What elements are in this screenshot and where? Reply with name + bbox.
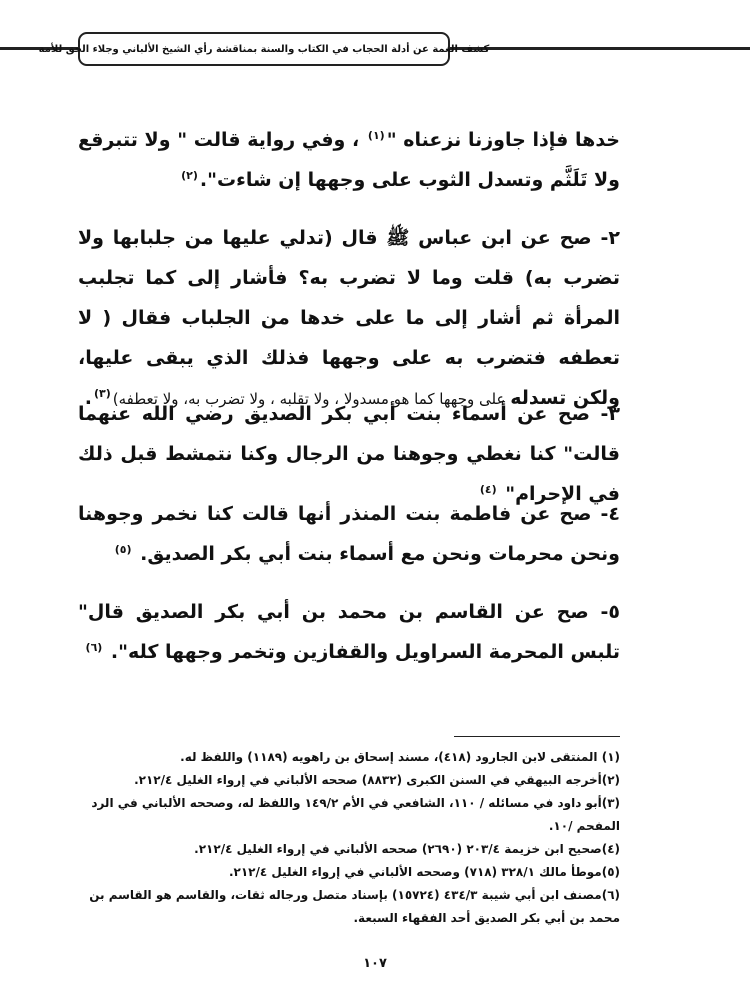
running-header <box>38 32 490 66</box>
paragraph-ibn-abbas <box>78 218 620 419</box>
header-rule-right <box>450 47 750 50</box>
footnote-ref: (٤) <box>479 482 497 496</box>
paragraph-text: ، وفي رواية قالت " ولا تتبرقع ولا تَلَثَّم وتسدل الثوب على وجهها إن شاءت". <box>78 129 620 191</box>
page-number: ١٠٧ <box>363 956 387 971</box>
paragraph-text: ٤- صح عن فاطمة بنت المنذر أنها قالت كنا نخمر وجوهنا ونحن محرمات ونحن مع أسماء بنت أبي بكر الصديق. <box>78 503 620 565</box>
footnote-ref: (٦) <box>85 640 103 654</box>
footnote-2: (٢)أخرجه البيهقي في السنن الكبرى (٨٨٣٢) صححه الألباني في إرواء الغليل ٢١٢/٤. <box>134 773 620 787</box>
paragraph-text: . <box>84 387 92 409</box>
footnote-ref: (٢) <box>181 168 198 182</box>
footnote-separator <box>454 736 620 737</box>
paragraph-fatima <box>78 494 620 574</box>
footnote-5: (٥)موطأ مالك ٣٢٨/١ (٧١٨) وصححه الألباني في إرواء الغليل ٢١٢/٤. <box>228 865 620 879</box>
paragraph-qasim <box>78 592 620 672</box>
footnote-6: (٦)مصنف ابن أبي شيبة ٤٣٤/٣ (١٥٧٢٤) بإسناد متصل ورجاله ثقات، والقاسم هو القاسم بن محمد بن أبي بكر الصديق أحد الفقهاء السبعة. <box>89 888 620 925</box>
footnote-3: (٣)أبو داود في مسائله / ١١٠، الشافعي في الأم ١٤٩/٢ واللفظ له، وصححه الألباني في الرد المفحم /١٠. <box>91 796 620 833</box>
footnote-ref: (٥) <box>114 542 132 556</box>
running-header-title: كشف الغمة عن أدلة الحجاب في الكتاب والسنة بمناقشة رأي الشيخ الألباني وجلاء الحق للأمة <box>38 43 490 55</box>
footnote-1: (١) المنتقى لابن الجارود (٤١٨)، مسند إسحاق بن راهويه (١١٨٩) واللفظ له. <box>180 750 620 764</box>
footnote-4: (٤)صحيح ابن خزيمة ٢٠٣/٤ (٢٦٩٠) صححه الألباني في إرواء الغليل ٢١٢/٤. <box>194 842 620 856</box>
paragraph-text: خدها فإذا جاوزنا نزعناه " <box>386 129 620 151</box>
footnotes <box>78 746 620 930</box>
paragraph-continuation <box>78 120 620 200</box>
paragraph-text-small: على وجهها كما هو مسدولا ، ولا تقلبه ، ولا تضرب به، ولا تعطفه) <box>112 390 511 408</box>
paragraph-text: ٣- صح عن أسماء بنت أبي بكر الصديق رضي الله عنهما قالت" كنا نغطي وجوهنا من الرجال وكنا نتمشط قبل ذلك في الإحرام" <box>78 403 620 505</box>
paragraph-text: ٥- صح عن القاسم بن محمد بن أبي بكر الصديق قال" تلبس المحرمة السراويل والقفازين وتخمر وجهها كله". <box>78 601 620 663</box>
footnote-ref: (٣) <box>93 386 111 400</box>
paragraph-text: ٢- صح عن ابن عباس ﷺ قال (تدلي عليها من جلبابها ولا تضرب به) قلت وما لا تضرب به؟ فأشار إلى كما تجلبب المرأة ثم أشار إلى ما على خدها من الجلباب فقال ( لا تعطفه فتضرب به على وجهها فذلك الذي يبقى عليها، ولكن تسدله <box>78 227 620 409</box>
footnote-ref: (١) <box>367 128 385 142</box>
